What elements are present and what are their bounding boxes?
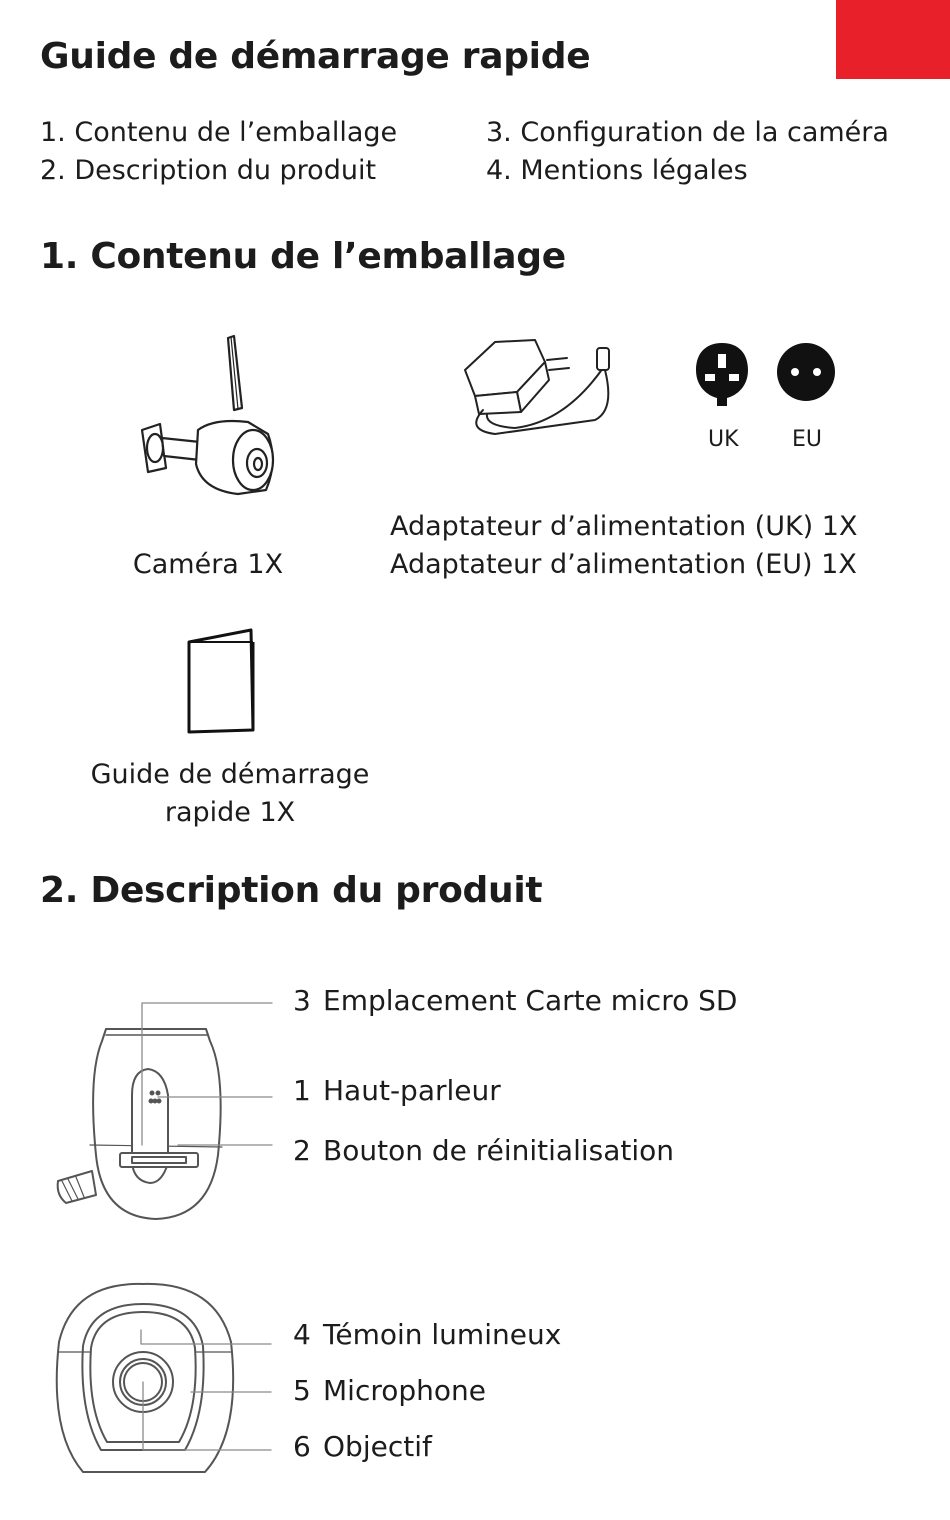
adapter-eu-text: Adaptateur d’alimentation (EU) 1X	[390, 549, 857, 580]
callout-label: Microphone	[323, 1374, 486, 1407]
section-1-heading: 1. Contenu de l’emballage	[40, 236, 566, 277]
adapter-caption	[390, 508, 895, 584]
guide-caption	[60, 756, 400, 832]
callout-microphone	[293, 1374, 486, 1407]
toc-item-3: 3. Configuration de la caméra	[486, 117, 889, 148]
guide-caption-line1: Guide de démarrage	[90, 759, 370, 790]
red-corner-tab	[836, 0, 950, 79]
callout-label: Bouton de réinitialisation	[323, 1134, 675, 1167]
guide-caption-line2: rapide 1X	[164, 797, 296, 828]
uk-plug-icon	[693, 340, 751, 412]
callout-speaker	[293, 1074, 501, 1107]
camera-illustration	[130, 330, 290, 500]
camera-front-view	[55, 1282, 275, 1482]
toc-item-1: 1. Contenu de l’emballage	[40, 117, 398, 148]
callout-lens	[293, 1430, 432, 1463]
callout-number: 1	[293, 1074, 311, 1107]
eu-label: EU	[792, 427, 823, 452]
power-adapter-illustration	[455, 330, 625, 440]
callout-status-light	[293, 1318, 561, 1351]
section-2-heading: 2. Description du produit	[40, 870, 543, 911]
callout-label: Objectif	[323, 1430, 432, 1463]
toc-item-4: 4. Mentions légales	[486, 155, 748, 186]
callout-label: Haut-parleur	[323, 1074, 501, 1107]
callout-label: Témoin lumineux	[323, 1318, 562, 1351]
uk-label: UK	[708, 427, 739, 452]
toc-right	[486, 114, 889, 190]
camera-caption: Caméra 1X	[132, 549, 284, 580]
toc-item-2: 2. Description du produit	[40, 155, 377, 186]
callout-number: 4	[293, 1318, 311, 1351]
callout-number: 3	[293, 984, 311, 1017]
callout-reset-button	[293, 1134, 674, 1167]
callout-number: 6	[293, 1430, 311, 1463]
guide-booklet-icon	[185, 628, 257, 736]
callout-number: 5	[293, 1374, 311, 1407]
eu-plug-icon	[776, 342, 836, 402]
callout-sd-slot	[293, 984, 737, 1017]
adapter-uk-text: Adaptateur d’alimentation (UK) 1X	[390, 511, 858, 542]
callout-number: 2	[293, 1134, 311, 1167]
page-title: Guide de démarrage rapide	[40, 36, 591, 77]
camera-rear-view	[50, 995, 280, 1225]
callout-label: Emplacement Carte micro SD	[323, 984, 738, 1017]
toc-left	[40, 114, 397, 190]
